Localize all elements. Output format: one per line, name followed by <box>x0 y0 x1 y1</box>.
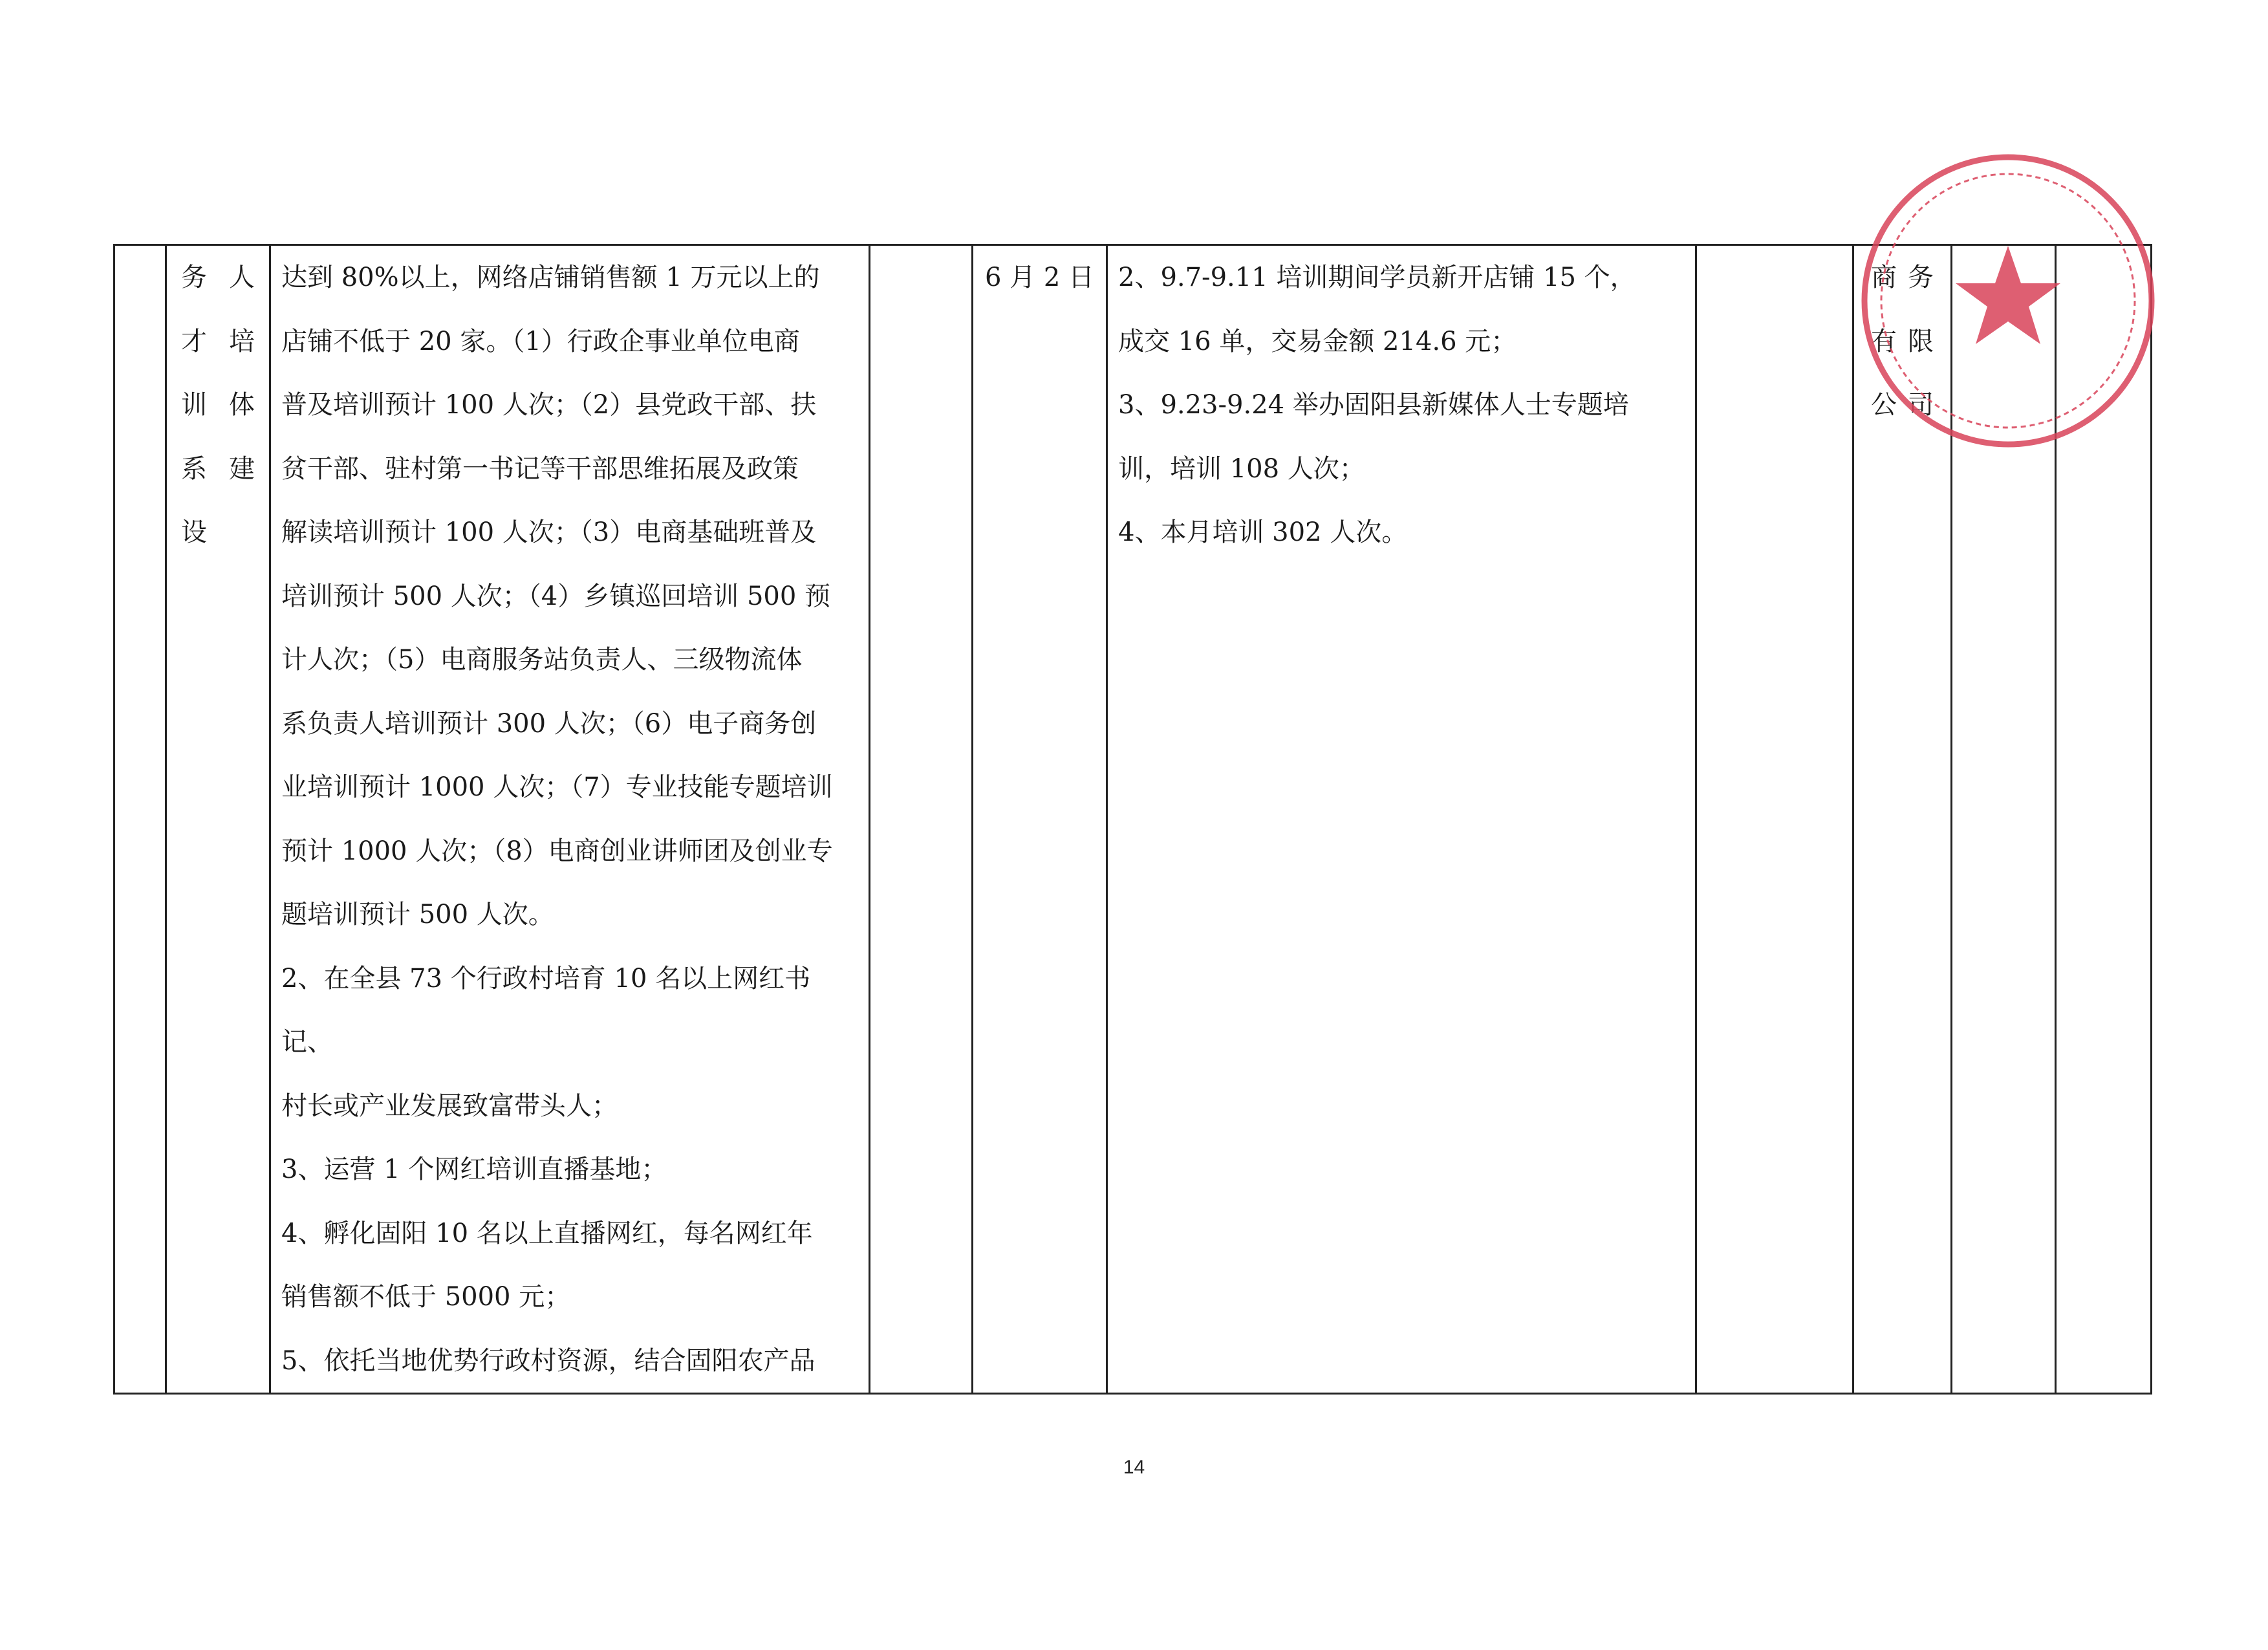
progress-cell <box>1107 245 1696 1394</box>
text-line: 预计 1000 人次；（8）电商创业讲师团及创业专 <box>281 836 833 866</box>
text-line: 成交 16 单，交易金额 214.6 元； <box>1118 326 1517 356</box>
text-line: 4、孵化固阳 10 名以上直播网红，每名网红年 <box>281 1218 813 1248</box>
text-line: 解读培训预计 100 人次；（3）电商基础班普及 <box>281 517 817 547</box>
empty-cell <box>1952 245 2056 1394</box>
text-line: 3、运营 1 个网红培训直播基地； <box>281 1155 667 1184</box>
category-text <box>167 246 269 565</box>
text-line: 设 <box>181 517 207 547</box>
text-line: 店铺不低于 20 家。（1）行政企事业单位电商 <box>281 326 800 356</box>
text-line: 销售额不低于 5000 元； <box>281 1282 571 1312</box>
date-cell <box>973 245 1107 1394</box>
text-line: 系负责人培训预计 300 人次；（6）电子商务创 <box>281 708 817 739</box>
text-line: 2、在全县 73 个行政村培育 10 名以上网红书记、 <box>281 963 811 1057</box>
progress-text <box>1108 246 1695 565</box>
index-cell <box>114 245 166 1394</box>
empty-cell <box>870 245 973 1394</box>
page-number: 14 <box>1123 1457 1145 1478</box>
empty-cell <box>1696 245 1853 1394</box>
category-cell <box>166 245 270 1394</box>
text-line: 有限 <box>1871 326 1934 356</box>
text-line: 公司 <box>1871 390 1934 420</box>
text-line: 培训预计 500 人次；（4）乡镇巡回培训 500 预 <box>281 581 831 611</box>
text-line: 题培训预计 500 人次。 <box>281 900 554 929</box>
table-row <box>114 245 2152 1394</box>
text-line: 普及培训预计 100 人次；（2）县党政干部、扶 <box>281 390 817 420</box>
targets-cell <box>270 245 870 1394</box>
targets-text <box>271 246 869 1393</box>
work-progress-table <box>113 244 2152 1395</box>
text-line: 村长或产业发展致富带头人； <box>281 1091 618 1121</box>
text-line: 训体 <box>181 390 255 420</box>
text-line: 训，培训 108 人次； <box>1118 453 1365 484</box>
unit-text <box>1854 246 1950 437</box>
empty-cell <box>2056 245 2152 1394</box>
text-line: 5、依托当地优势行政村资源，结合固阳农产品 <box>281 1345 815 1376</box>
text-line: 才培 <box>181 326 255 356</box>
text-line: 商务 <box>1871 263 1934 292</box>
text-line: 3、9.23-9.24 举办固阳县新媒体人士专题培 <box>1118 390 1629 420</box>
text-line: 2、9.7-9.11 培训期间学员新开店铺 15 个， <box>1118 263 1636 292</box>
date-text: 6 月 2 日 <box>984 263 1095 292</box>
text-line: 业培训预计 1000 人次；（7）专业技能专题培训 <box>281 772 833 802</box>
text-line: 系建 <box>181 453 255 484</box>
unit-cell <box>1853 245 1952 1394</box>
text-line: 贫干部、驻村第一书记等干部思维拓展及政策 <box>281 453 799 484</box>
text-line: 务人 <box>181 263 255 292</box>
text-line: 达到 80%以上，网络店铺销售额 1 万元以上的 <box>281 263 820 292</box>
text-line: 计人次；（5）电商服务站负责人、三级物流体 <box>281 645 803 675</box>
text-line: 4、本月培训 302 人次。 <box>1118 517 1408 547</box>
